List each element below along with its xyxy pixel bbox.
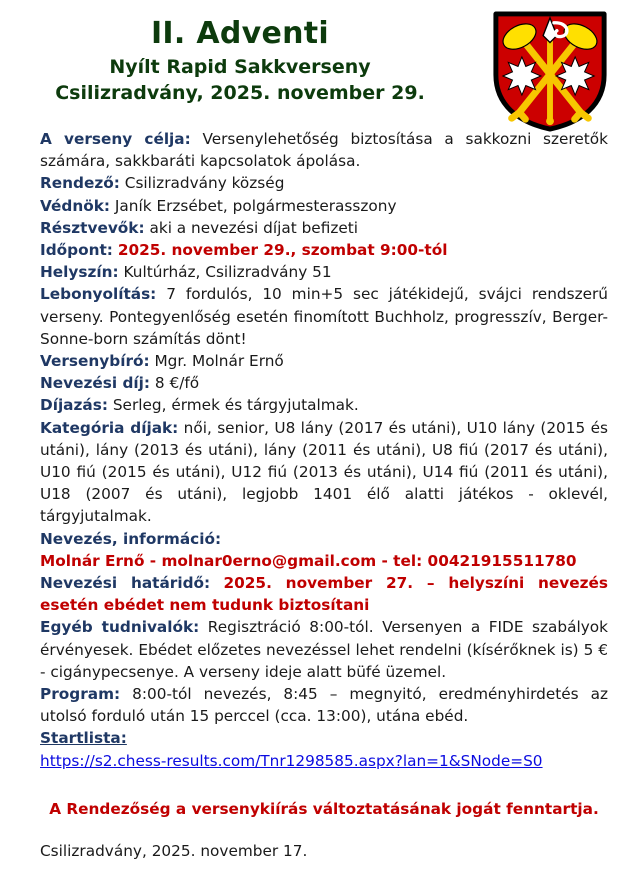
subtitle-place-date: Csilizradvány, 2025. november 29. (55, 82, 425, 104)
row-vednok (40, 195, 608, 217)
label-nevezes-info: Nevezés, információ: (40, 529, 222, 548)
value-hatarido: 2025. november 27. – helyszíni nevezés esetén ebédet nem tudunk biztosítani (40, 574, 609, 615)
row-cel (40, 128, 608, 172)
label-idopont: Időpont: (40, 241, 113, 260)
value-idopont: 2025. november 29., szombat 9:00-tól (117, 241, 448, 260)
label-helyszin: Helyszín: (40, 263, 119, 282)
value-nevezesi-dij: 8 €/fő (150, 374, 200, 393)
value-versenybiro: Mgr. Molnár Ernő (149, 352, 284, 371)
label-startlista: Startlista: (40, 729, 127, 748)
label-versenybiro: Versenybíró: (40, 352, 150, 371)
row-egyeb (40, 616, 608, 683)
row-nevezes-info (40, 528, 608, 550)
spacer (0, 772, 626, 798)
label-lebonyolitas: Lebonyolítás: (40, 285, 157, 304)
value-helyszin: Kultúrház, Csilizradvány 51 (118, 263, 332, 282)
label-hatarido: Nevezési határidő: (40, 574, 211, 593)
label-egyeb: Egyéb tudnivalók: (40, 618, 200, 637)
label-dijazas: Díjazás: (40, 396, 108, 415)
row-hatarido (40, 572, 608, 616)
row-kategoria-dijak (40, 417, 608, 528)
row-contact (40, 550, 608, 572)
contact-details: Molnár Ernő - molnar0erno@gmail.com - tel: 00421915511780 (40, 551, 577, 570)
value-resztvevok: aki a nevezési díjat befizeti (144, 218, 359, 237)
title-block (5, 16, 475, 106)
label-resztvevok: Résztvevők: (40, 218, 145, 237)
row-program (40, 683, 608, 727)
label-vednok: Védnök: (40, 196, 111, 215)
poster-header (0, 0, 626, 128)
disclaimer-note: A Rendezőség a versenykiírás változtatásának jogát fenntartja. (49, 799, 599, 818)
row-lebonyolitas (40, 283, 608, 350)
poster-body (0, 128, 626, 772)
subtitle-event-type: Nyílt Rapid Sakkverseny (109, 56, 371, 78)
label-cel: A verseny célja: (40, 130, 191, 148)
value-kategoria-dijak: női, senior, U8 lány (2017 és utáni), U10 lány (2015 és utáni), lány (2013 és utáni), lány (2011 és utáni), U8 fiú (2017 és utáni), U10 fiú (2015 és utáni), U12 fiú (2013 és utáni), U14 fiú (2011 és utáni), U18 (2007 és utáni), legjobb 1401 élő alatti játékos - oklevél, tárgyjutalmak. (40, 418, 608, 526)
row-resztvevok (40, 217, 608, 239)
value-vednok: Janík Erzsébet, polgármesterasszony (110, 196, 397, 215)
label-kategoria-dijak: Kategória díjak: (40, 418, 179, 437)
row-helyszin (40, 261, 608, 283)
row-startlista-link (40, 750, 608, 772)
label-nevezesi-dij: Nevezési díj: (40, 374, 151, 393)
row-startlista (40, 727, 608, 749)
spacer (0, 820, 626, 840)
row-rendezo (40, 172, 608, 194)
startlista-link[interactable]: https://s2.chess-results.com/Tnr1298585.aspx?lan=1&SNode=S0 (40, 751, 543, 770)
row-versenybiro (40, 350, 608, 372)
value-egyeb: Regisztráció 8:00-tól. Versenyen a FIDE szabályok érvényesek. Ebédet előzetes nevezéssel lehet rendelni (kísérőknek is) 5 € - cigánypecsenye. A verseny ideje alatt büfé üzemel. (40, 618, 608, 681)
label-rendezo: Rendező: (40, 174, 120, 193)
value-lebonyolitas: 7 fordulós, 10 min+5 sec játékidejű, svájci rendszerű verseny. Pontegyenlőség esetén finomított Buchholz, progresszív, Berger-Sonne-born számítás dönt! (40, 285, 608, 348)
row-idopont (40, 239, 608, 261)
value-dijazas: Serleg, érmek és tárgyjutalmak. (107, 396, 359, 415)
place-and-date: Csilizradvány, 2025. november 17. (40, 841, 308, 860)
row-nevezesi-dij (40, 372, 608, 394)
value-program: 8:00-tól nevezés, 8:45 – megnyitó, eredményhirdetés az utolsó forduló után 15 perccel (cca. 13:00), utána ebéd. (40, 685, 608, 726)
row-dijazas (40, 394, 608, 416)
label-program: Program: (40, 685, 121, 704)
value-rendezo: Csilizradvány község (119, 174, 285, 193)
value-cel: Versenylehetőség biztosítása a sakkozni szeretők számára, sakkbaráti kapcsolatok ápolása. (40, 130, 609, 171)
coat-of-arms-icon (491, 10, 609, 132)
page-title: II. Adventi (150, 16, 330, 51)
